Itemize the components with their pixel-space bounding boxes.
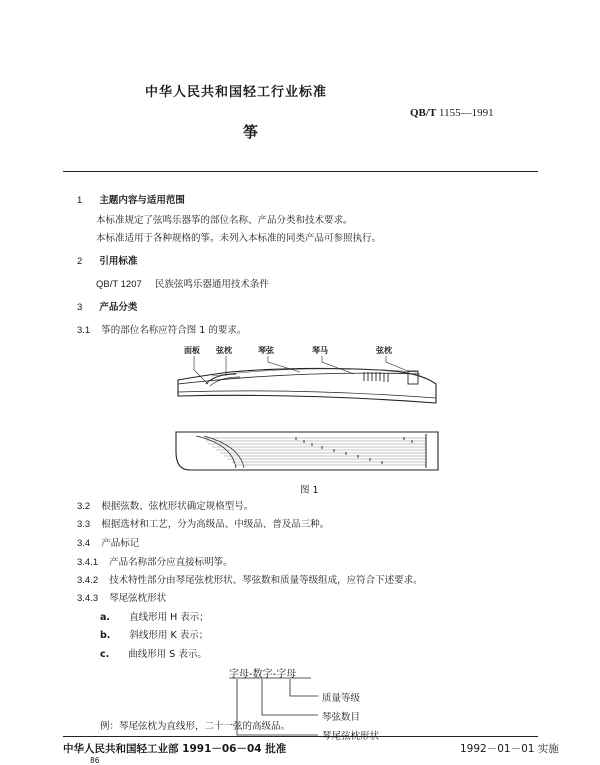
clause-3-4-text: 产品标记 xyxy=(101,538,140,549)
notation-tail-label: 琴尾弦枕形状 xyxy=(322,731,380,742)
clause-3-2-text: 根据弦数、弦枕形状确定规格型号。 xyxy=(101,501,254,512)
section-2-number: 2 xyxy=(77,256,83,267)
clause-3-1-number: 3.1 xyxy=(77,325,91,336)
clause-3-4-2-number: 3.4.2 xyxy=(77,575,99,586)
clause-3-1-text: 筝的部位名称应符合图 1 的要求。 xyxy=(101,325,247,336)
label-bridge: 琴马 xyxy=(312,346,328,355)
list-marker: b. xyxy=(100,630,111,641)
clause-3-4-2-text: 技术特性部分由琴尾弦枕形状、琴弦数和质量等级组成，应符合下述要求。 xyxy=(109,575,423,586)
clause-3-4-3-text: 琴尾弦枕形状 xyxy=(109,593,167,604)
clause-3-4-1-number: 3.4.1 xyxy=(77,557,99,568)
approval-statement: 中华人民共和国轻工业部 1991－06－04 批准 xyxy=(63,743,287,755)
section-1-para-1: 本标准规定了弦鸣乐器筝的部位名称、产品分类和技术要求。 xyxy=(96,215,353,226)
section-1-title: 主题内容与适用范围 xyxy=(99,195,185,206)
standard-code-prefix: QB/T xyxy=(410,107,437,119)
section-2-title: 引用标准 xyxy=(99,256,138,267)
clause-3-4-1-text: 产品名称部分应直接标明筝。 xyxy=(109,557,233,568)
clause-3-3-number: 3.3 xyxy=(77,519,91,530)
clause-3-2-number: 3.2 xyxy=(77,501,91,512)
clause-3-4-number: 3.4 xyxy=(77,538,91,549)
list-text: 曲线形用 S 表示。 xyxy=(128,649,207,660)
standard-code-number: 1155—1991 xyxy=(439,107,494,119)
list-marker: a. xyxy=(100,612,111,623)
clause-3-3-text: 根据选材和工艺，分为高级品、中级品、普及品三种。 xyxy=(101,519,330,530)
notation-example: 例：琴尾弦枕为直线形，二十一弦的高级品。 xyxy=(100,721,291,732)
reference-code: QB/T 1207 xyxy=(96,279,142,290)
section-3-number: 3 xyxy=(77,302,83,313)
list-marker: c. xyxy=(100,649,110,660)
list-text: 直线形用 H 表示； xyxy=(129,612,209,623)
effective-date: 1992－01－01 实施 xyxy=(460,743,559,755)
notation-strings-label: 琴弦数目 xyxy=(322,712,361,723)
section-1-para-2: 本标准适用于各种规格的筝。未列入本标准的同类产品可参照执行。 xyxy=(96,233,382,244)
document-title: 筝 xyxy=(243,123,259,141)
label-nut-tail: 弦枕 xyxy=(376,346,392,355)
section-1-number: 1 xyxy=(77,195,83,206)
list-text: 斜线形用 K 表示； xyxy=(129,630,209,641)
label-nut-head: 弦枕 xyxy=(216,346,232,355)
notation-quality-label: 质量等级 xyxy=(322,693,361,704)
page-number: 86 xyxy=(90,756,100,765)
issuing-standard-heading: 中华人民共和国轻工行业标准 xyxy=(145,85,328,100)
section-3-title: 产品分类 xyxy=(99,302,138,313)
notation-pattern: 字母-数字-字母 xyxy=(229,669,297,680)
reference-title: 民族弦鸣乐器通用技术条件 xyxy=(154,279,269,290)
label-strings: 琴弦 xyxy=(258,346,274,355)
footer-rule xyxy=(63,736,538,737)
label-face-board: 面板 xyxy=(184,346,200,355)
clause-3-4-3-number: 3.4.3 xyxy=(77,593,99,604)
figure-caption: 图 1 xyxy=(300,485,319,496)
